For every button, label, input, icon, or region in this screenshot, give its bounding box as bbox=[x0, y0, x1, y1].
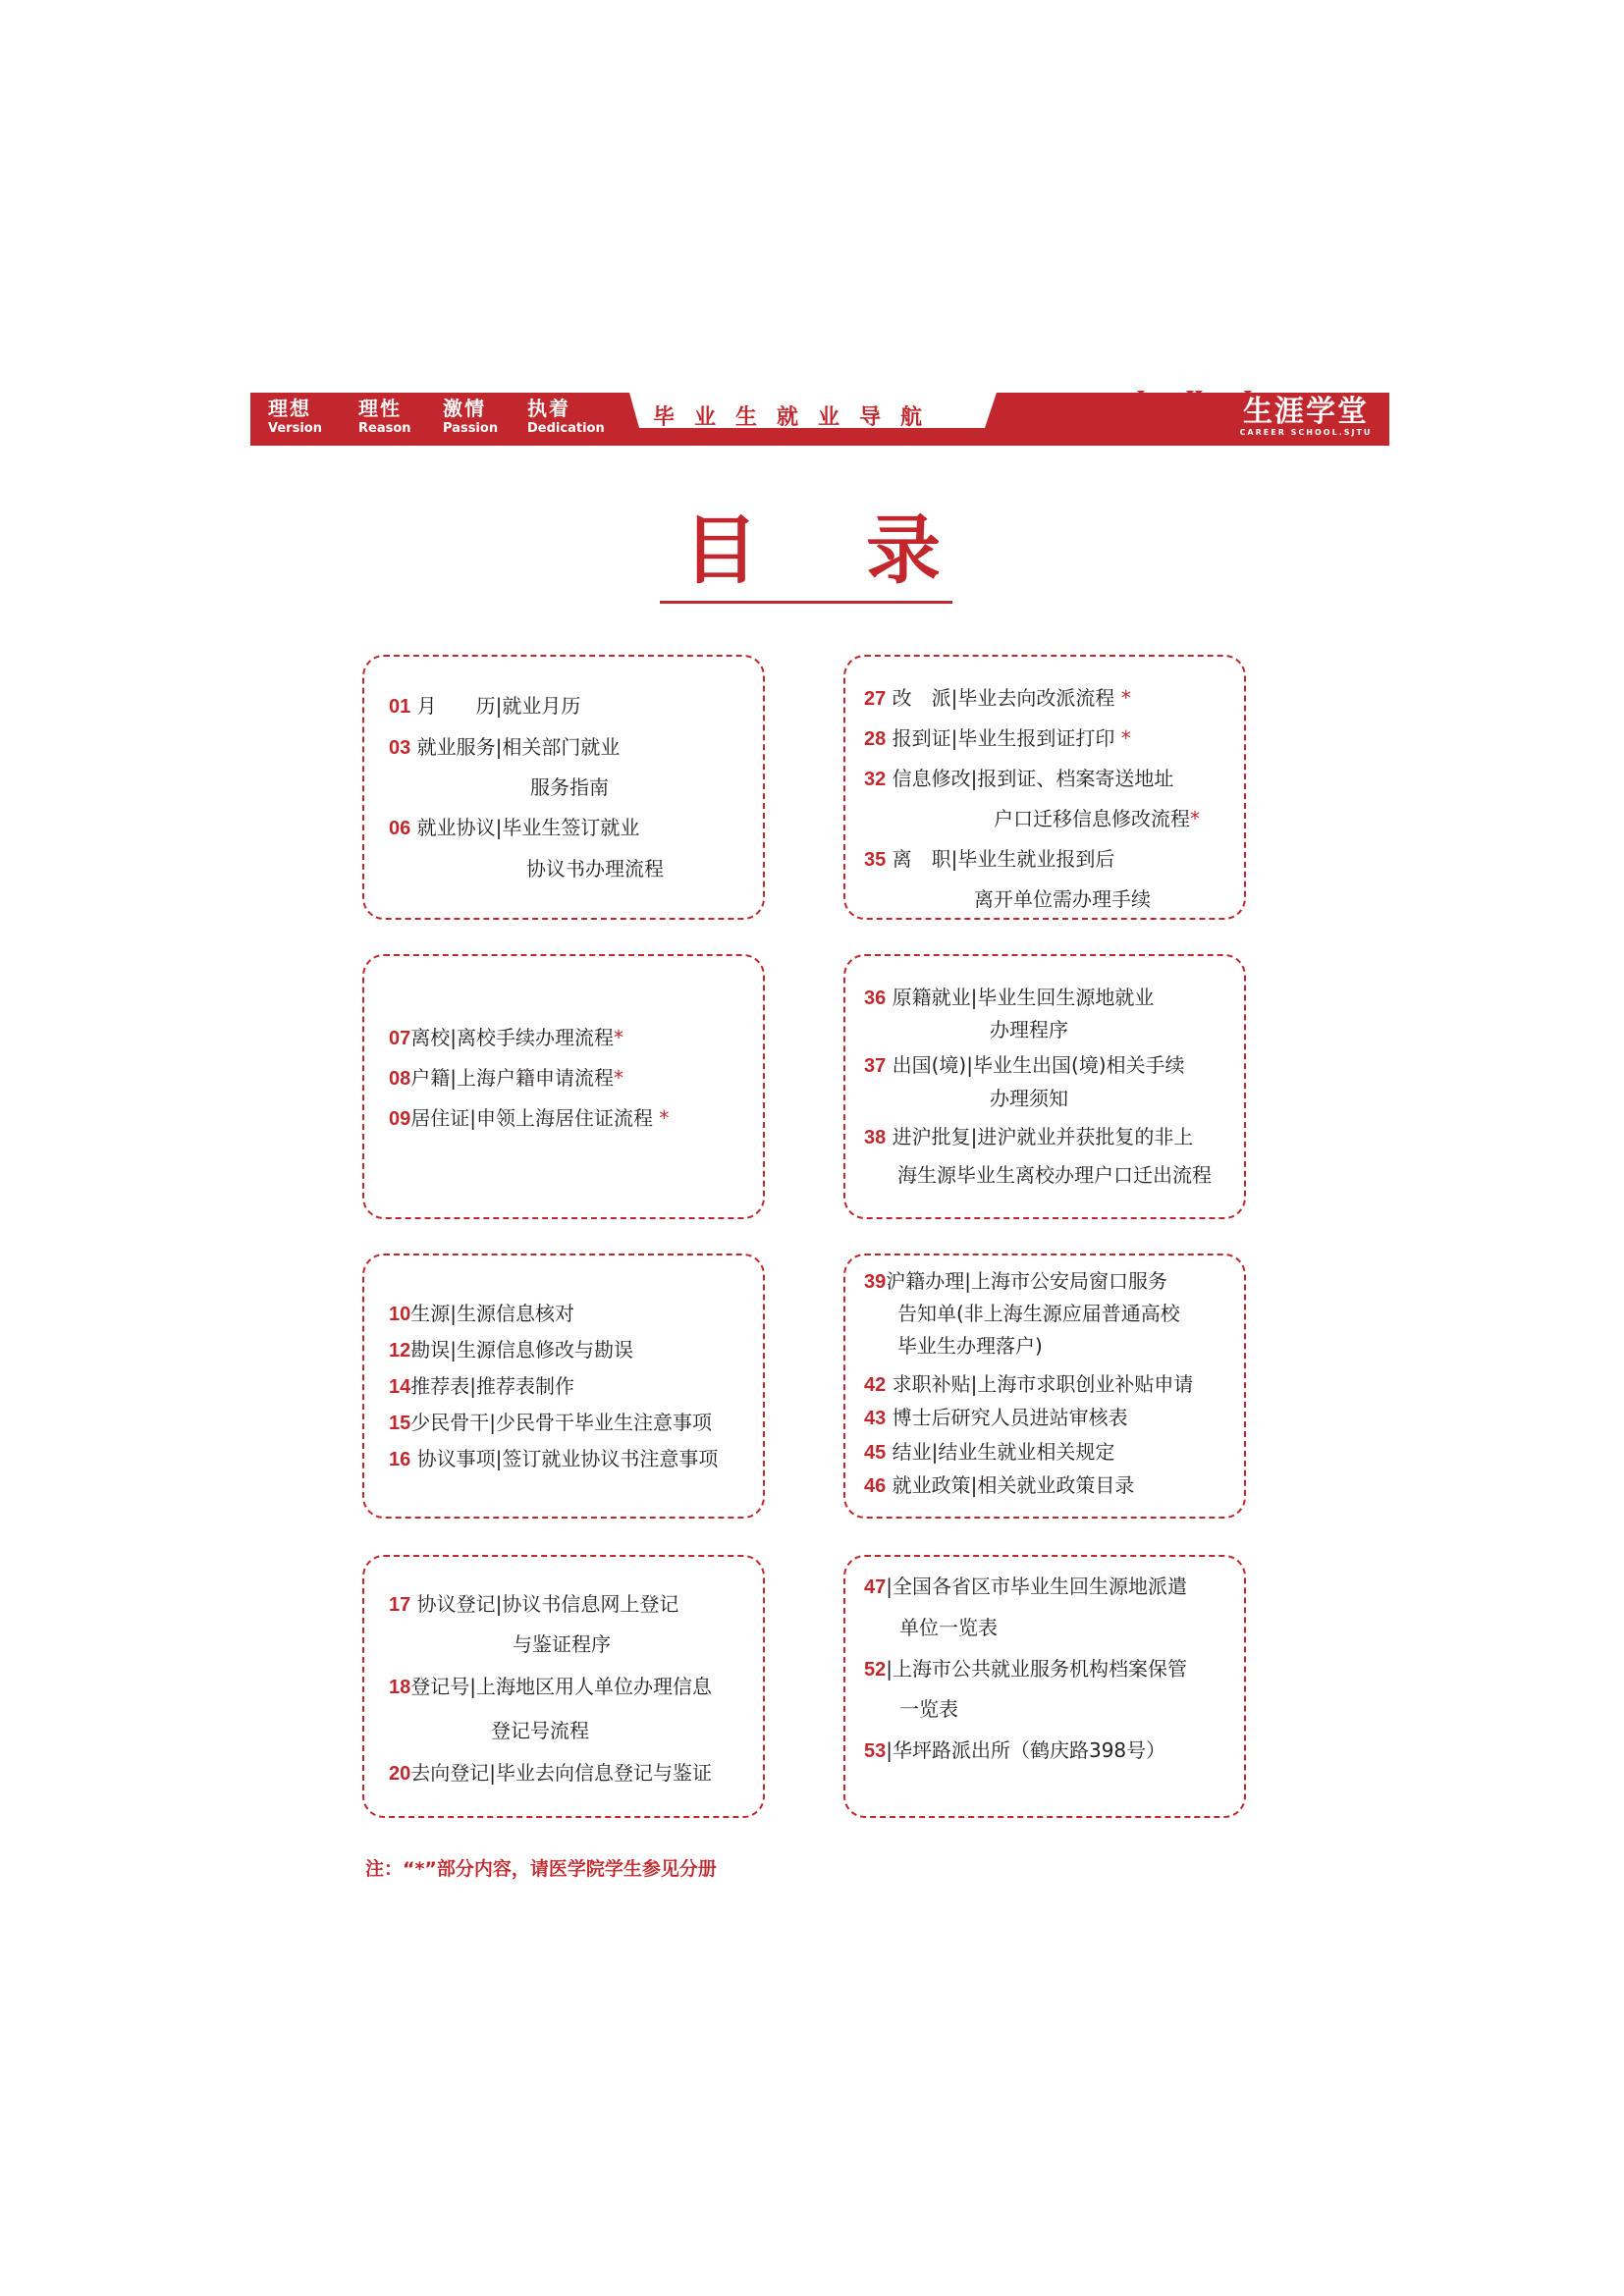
toc-entry[interactable]: 38 进沪批复|进沪就业并获批复的非上 bbox=[864, 1125, 1194, 1148]
toc-entry-cont: 海生源毕业生离校办理户口迁出流程 bbox=[897, 1163, 1212, 1187]
toc-entry[interactable]: 46 就业政策|相关就业政策目录 bbox=[864, 1473, 1135, 1497]
toc-entry-cont: 户口迁移信息修改流程* bbox=[994, 807, 1200, 830]
page-title: 目录 bbox=[683, 507, 1049, 594]
toc-entry[interactable]: 03 就业服务|相关部门就业 bbox=[389, 735, 621, 759]
toc-entry[interactable]: 14推荐表|推荐表制作 bbox=[389, 1374, 574, 1398]
toc-entry[interactable]: 37 出国(境)|毕业生出国(境)相关手续 bbox=[864, 1053, 1185, 1077]
toc-entry-cont: 协议书办理流程 bbox=[526, 857, 664, 881]
toc-entry[interactable]: 18登记号|上海地区用人单位办理信息 bbox=[389, 1675, 712, 1698]
toc-entry[interactable]: 09居住证|申领上海居住证流程 * bbox=[389, 1106, 670, 1130]
toc-entry[interactable]: 47|全国各省区市毕业生回生源地派遣 bbox=[864, 1575, 1187, 1598]
toc-entry-cont: 登记号流程 bbox=[491, 1719, 589, 1742]
toc-entry-cont: 离开单位需办理手续 bbox=[974, 887, 1151, 911]
toc-entry[interactable]: 10生源|生源信息核对 bbox=[389, 1302, 574, 1325]
toc-entry-cont: 毕业生办理落户) bbox=[897, 1334, 1043, 1358]
toc-entry[interactable]: 17 协议登记|协议书信息网上登记 bbox=[389, 1592, 679, 1616]
toc-entry[interactable]: 12勘误|生源信息修改与勘误 bbox=[389, 1338, 633, 1362]
toc-entry[interactable]: 35 离 职|毕业生就业报到后 bbox=[864, 847, 1115, 871]
toc-entry[interactable]: 06 就业协议|毕业生签订就业 bbox=[389, 816, 640, 839]
motto-passion: 激情 Passion bbox=[443, 397, 499, 436]
motto-vision: 理想 Version bbox=[268, 397, 322, 436]
title-underline bbox=[660, 601, 952, 604]
toc-entry[interactable]: 20去向登记|毕业去向信息登记与鉴证 bbox=[389, 1761, 712, 1785]
toc-entry-cont: 一览表 bbox=[899, 1697, 958, 1721]
guide-title: 毕业生就业导航 bbox=[653, 405, 943, 430]
toc-entry[interactable]: 53|华坪路派出所（鹤庆路398号） bbox=[864, 1738, 1166, 1762]
toc-entry-cont: 服务指南 bbox=[530, 775, 609, 799]
footnote: 注：“*”部分内容，请医学院学生参见分册 bbox=[365, 1858, 717, 1880]
toc-entry-cont: 办理程序 bbox=[990, 1018, 1068, 1041]
career-school-logo: 生涯学堂 CAREER SCHOOL.SJTU bbox=[1239, 395, 1373, 437]
header-banner bbox=[250, 391, 1389, 448]
toc-entry[interactable]: 07离校|离校手续办理流程* bbox=[389, 1026, 623, 1049]
toc-entry[interactable]: 27 改 派|毕业去向改派流程 * bbox=[864, 686, 1131, 710]
toc-entry[interactable]: 16 协议事项|签订就业协议书注意事项 bbox=[389, 1447, 719, 1470]
toc-entry[interactable]: 01 月 历|就业月历 bbox=[389, 694, 581, 718]
toc-entry-cont: 单位一览表 bbox=[899, 1616, 998, 1639]
toc-entry[interactable]: 36 原籍就业|毕业生回生源地就业 bbox=[864, 986, 1155, 1009]
toc-entry[interactable]: 32 信息修改|报到证、档案寄送地址 bbox=[864, 767, 1174, 790]
toc-entry-cont: 告知单(非上海生源应届普通高校 bbox=[897, 1302, 1180, 1325]
toc-entry[interactable]: 45 结业|结业生就业相关规定 bbox=[864, 1440, 1115, 1464]
toc-entry[interactable]: 39沪籍办理|上海市公安局窗口服务 bbox=[864, 1269, 1167, 1293]
toc-entry[interactable]: 42 求职补贴|上海市求职创业补贴申请 bbox=[864, 1372, 1194, 1396]
toc-entry-cont: 办理须知 bbox=[990, 1087, 1068, 1110]
toc-entry[interactable]: 52|上海市公共就业服务机构档案保管 bbox=[864, 1657, 1187, 1681]
toc-entry[interactable]: 28 报到证|毕业生报到证打印 * bbox=[864, 726, 1131, 750]
motto-dedication: 执着 Dedication bbox=[527, 397, 605, 436]
toc-entry[interactable]: 15少民骨干|少民骨干毕业生注意事项 bbox=[389, 1411, 712, 1434]
toc-entry[interactable]: 08户籍|上海户籍申请流程* bbox=[389, 1066, 623, 1090]
toc-entry[interactable]: 43 博士后研究人员进站审核表 bbox=[864, 1406, 1128, 1429]
toc-entry-cont: 与鉴证程序 bbox=[513, 1632, 611, 1656]
motto-reason: 理性 Reason bbox=[358, 397, 411, 436]
